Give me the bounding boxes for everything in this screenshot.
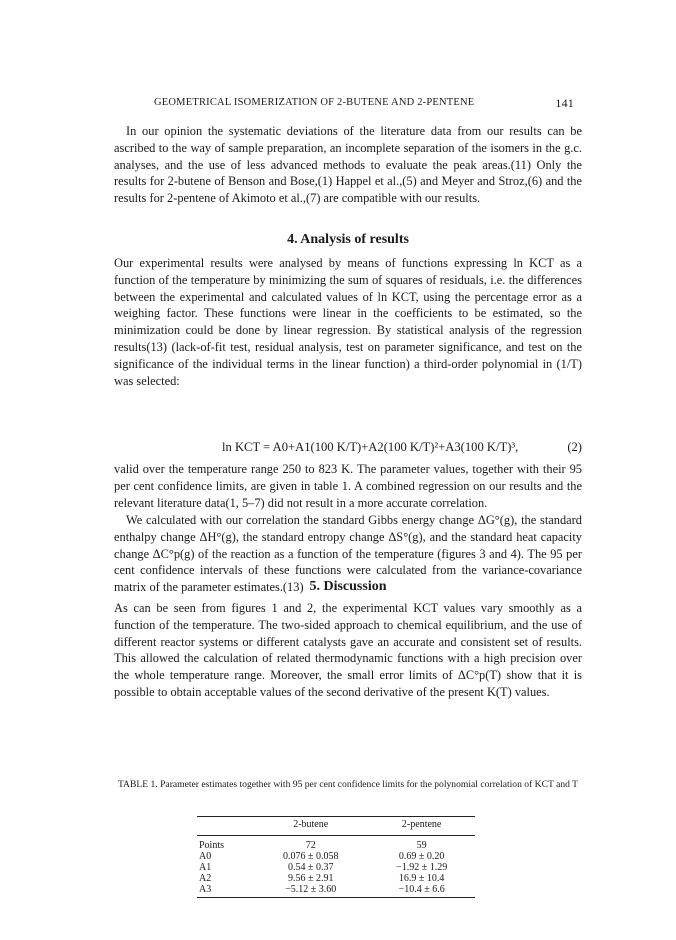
- section-heading-discussion: 5. Discussion: [309, 579, 387, 594]
- cell-butene: 9.56 ± 2.91: [287, 873, 334, 884]
- table-header-blank: [197, 817, 253, 836]
- equation-expression: ln KCT = A0+A1(100 K/T)+A2(100 K/T)²+A3(100 K/T)³,: [222, 440, 519, 454]
- cell-pentene: 59: [416, 840, 427, 851]
- cell-pentene: 0.69 ± 0.20: [398, 851, 445, 862]
- page-number: 141: [555, 96, 574, 110]
- row-label: A1: [199, 862, 212, 873]
- parameter-table: [197, 816, 475, 898]
- row-label: A3: [197, 884, 253, 898]
- cell-butene: −5.12 ± 3.60: [253, 884, 368, 898]
- cell-pentene: −1.92 ± 1.29: [396, 862, 448, 873]
- cell-pentene: 16.9 ± 10.4: [398, 873, 445, 884]
- table-row: [197, 836, 475, 852]
- equation-number: (2): [567, 440, 582, 454]
- cell-butene: 0.076 ± 0.058: [282, 851, 339, 862]
- row-label: A0: [199, 851, 212, 862]
- paragraph-analysis: Our experimental results were analysed by means of functions expressing ln KCT as a function of the temperature by minimizing the sum of squares of residuals, i.e. the differences between the experimental and calculated values of ln KCT, using the percentage error as a weighing factor. These functions were linear in the coefficients to be estimated, so the minimization could be done by linear regression. By statistical analysis of the regression results(13) (lack-of-fit test, residual analysis, test on parameter significance, and test on the significance of the individual terms in the linear function) a third-order polynomial in (1/T) was selected:: [114, 256, 582, 388]
- table-row: [197, 873, 475, 884]
- paragraph-literature-deviations: In our opinion the systematic deviations of the literature data from our results can be ascribed to the way of sample preparation, an incomplete separation of the isomers in the g.c. analyses, and the use of less advanced methods to evaluate the peak areas.(11) Only the results for 2-butene of Benson and Bose,(1) Happel et al.,(5) and Meyer and Stroz,(6) and the results for 2-pentene of Akimoto et al.,(7) are compatible with our results.: [114, 124, 582, 206]
- paragraph-validity: valid over the temperature range 250 to 823 K. The parameter values, together with their 95 per cent confidence limits, are given in table 1. A combined regression on our results and the relevant literature data(1, 5–7) did not result in a more accurate correlation.: [114, 462, 582, 510]
- paragraph-discussion: As can be seen from figures 1 and 2, the experimental KCT values vary smoothly as a function of the temperature. The two-sided approach to chemical equilibrium, and the use of different reactor systems or different catalysts gave an accurate and consistent set of results. This allowed the calculation of related thermodynamic functions with a high precision over the whole temperature range. Moreover, the small error limits of ΔC°p(T) show that it is possible to obtain acceptable values of the second derivative of the present K(T) values.: [114, 601, 582, 699]
- table-header-butene: 2-butene: [253, 817, 368, 836]
- table-row: [197, 862, 475, 873]
- table-header-pentene: 2-pentene: [368, 817, 475, 836]
- cell-pentene: −10.4 ± 6.6: [368, 884, 475, 898]
- table-row: [197, 851, 475, 862]
- row-label: Points: [199, 840, 225, 851]
- section-heading-analysis: 4. Analysis of results: [287, 232, 409, 247]
- cell-butene: 0.54 ± 0.37: [287, 862, 334, 873]
- table-caption: TABLE 1. Parameter estimates together with 95 per cent confidence limits for the polynomial correlation of KCT and T: [117, 779, 579, 790]
- cell-butene: 72: [305, 840, 316, 851]
- row-label: A2: [199, 873, 212, 884]
- running-title: GEOMETRICAL ISOMERIZATION OF 2-BUTENE AND 2-PENTENE: [154, 97, 475, 108]
- table-row: [197, 884, 475, 898]
- paragraph-thermo-functions: We calculated with our correlation the standard Gibbs energy change ΔG°(g), the standard enthalpy change ΔH°(g), the standard entropy change ΔS°(g), and the standard heat capacity change ΔC°p(g) of the reaction as a function of the temperature (figures 3 and 4). The 95 per cent confidence intervals of these functions were calculated from the variance-covariance matrix of the parameter estimates.(13): [114, 513, 582, 595]
